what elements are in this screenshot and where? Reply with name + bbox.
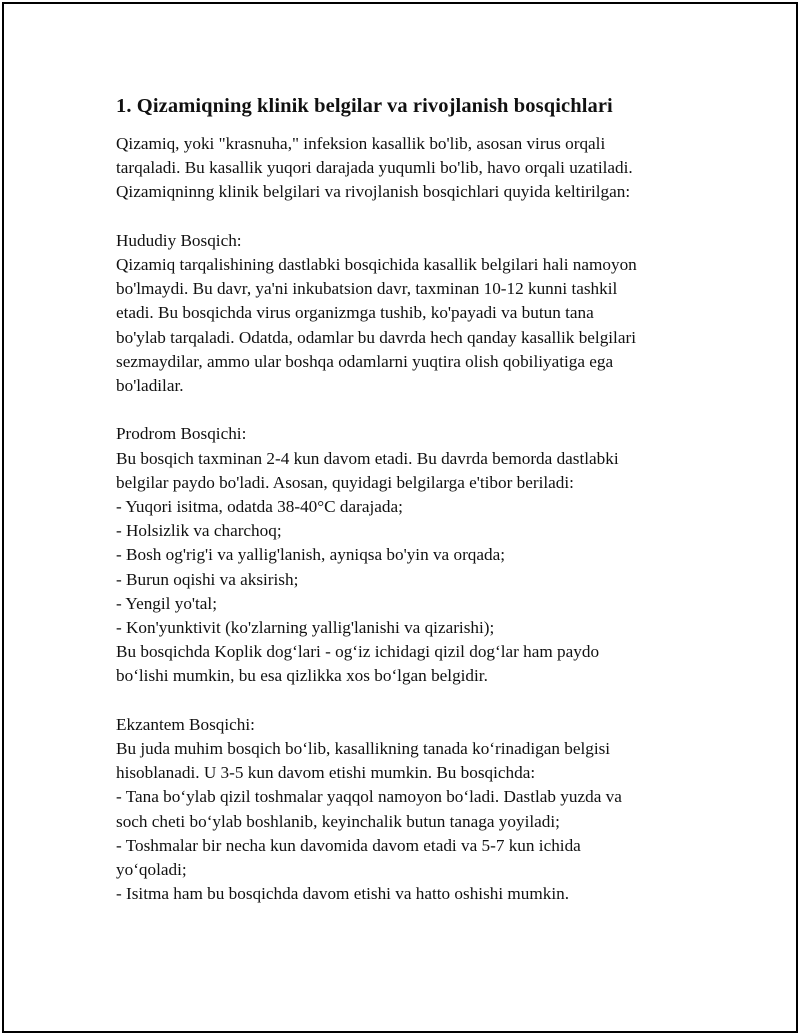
text-line: Qizamiq, yoki "krasnuha," infeksion kasallik bo'lib, asosan virus orqali [116, 134, 606, 153]
text-line: bo'lmaydi. Bu davr, ya'ni inkubatsion davr, taxminan 10-12 kunni tashkil [116, 279, 618, 299]
text-line: bo'ladilar. [116, 376, 184, 396]
text-line: bo‘lishi mumkin, bu esa qizlikka xos bo‘lgan belgidir. [116, 666, 488, 686]
list-item: - Kon'yunktivit (ko'zlarning yallig'lanishi va qizarishi); [116, 618, 495, 638]
section-heading: Ekzantem Bosqichi: [116, 714, 255, 734]
list-item: - Toshmalar bir necha kun davomida davom etadi va 5-7 kun ichida [116, 835, 581, 855]
list-item: - Burun oqishi va aksirish; [116, 569, 299, 589]
intro-paragraph [116, 132, 696, 906]
document-body [116, 92, 696, 906]
text-line: sezmaydilar, ammo ular boshqa odamlarni yuqtira olish qobiliyatiga ega [116, 351, 614, 371]
text-line: Bu bosqichda Koplik dog‘lari - og‘iz ichidagi qizil dog‘lar ham paydo [116, 642, 600, 662]
list-item: - Bosh og'rig'i va yallig'lanish, ayniqsa bo'yin va orqada; [116, 545, 506, 565]
list-item: - Holsizlik va charchoq; [116, 521, 282, 541]
list-item: - Yengil yo'tal; [116, 593, 217, 613]
text-line: etadi. Bu bosqichda virus organizmga tushib, ko'payadi va butun tana [116, 303, 594, 323]
text-line: bo'ylab tarqaladi. Odatda, odamlar bu davrda hech qanday kasallik belgilari [116, 327, 636, 347]
document-title: 1. Qizamiqning klinik belgilar va rivojlanish bosqichlari [116, 95, 613, 117]
text-line: Bu juda muhim bosqich bo‘lib, kasallikning tanada ko‘rinadigan belgisi [116, 739, 611, 759]
text-line: yo‘qoladi; [116, 860, 187, 880]
text-line: soch cheti bo‘ylab boshlanib, keyinchalik butun tanaga yoyiladi; [116, 811, 560, 831]
list-item: - Tana bo‘ylab qizil toshmalar yaqqol namoyon bo‘ladi. Dastlab yuzda va [116, 787, 622, 807]
text-line: tarqaladi. Bu kasallik yuqori darajada yuqumli bo'lib, havo orqali uzatiladi. [116, 158, 633, 178]
text-line: hisoblanadi. U 3-5 kun davom etishi mumkin. Bu bosqichda: [116, 763, 536, 783]
list-item: - Isitma ham bu bosqichda davom etishi va hatto oshishi mumkin. [116, 884, 570, 904]
section-heading: Hududiy Bosqich: [116, 230, 242, 250]
text-line: Qizamiqninng klinik belgilari va rivojlanish bosqichlari quyida keltirilgan: [116, 182, 631, 202]
section-heading: Prodrom Bosqichi: [116, 424, 247, 444]
text-line: belgilar paydo bo'ladi. Asosan, quyidagi belgilarga e'tibor beriladi: [116, 472, 574, 492]
list-item: - Yuqori isitma, odatda 38-40°C darajada; [116, 497, 403, 517]
text-line: Qizamiq tarqalishining dastlabki bosqichida kasallik belgilari hali namoyon [116, 255, 637, 274]
text-line: Bu bosqich taxminan 2-4 kun davom etadi. Bu davrda bemorda dastlabki [116, 448, 619, 468]
